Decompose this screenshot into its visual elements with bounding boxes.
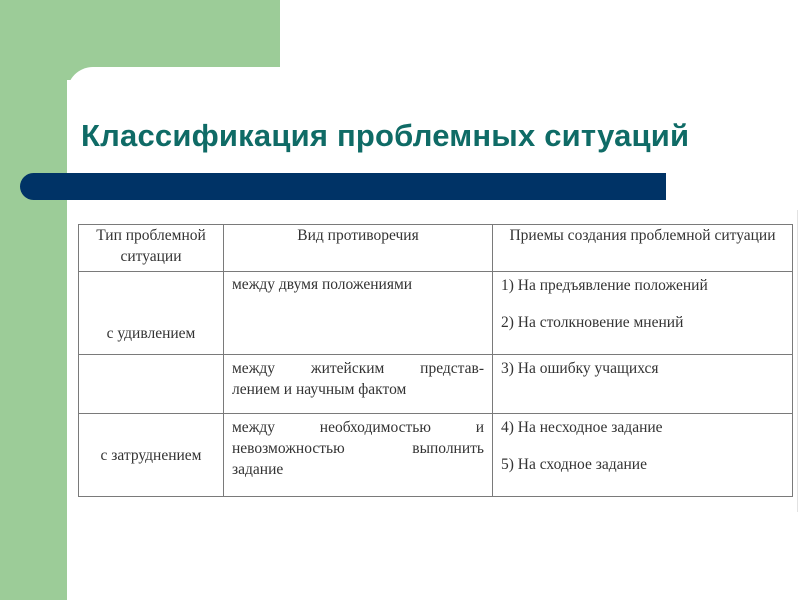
technique-item: 4) На несходное задание bbox=[501, 419, 663, 436]
technique-item: 5) На сходное задание bbox=[501, 456, 647, 473]
contradiction-line: между двумя положениями bbox=[232, 276, 413, 293]
cell-problem-type: с затруднением bbox=[79, 414, 224, 497]
cell-contradiction bbox=[224, 272, 493, 355]
contradiction-line: между житейским представ- bbox=[232, 360, 484, 377]
table-row bbox=[79, 272, 793, 355]
contradiction-line: лением и научным фактом bbox=[232, 381, 407, 398]
cell-problem-type bbox=[79, 355, 224, 414]
cell-techniques bbox=[493, 272, 793, 355]
classification-table bbox=[78, 224, 793, 497]
decorative-green-block-left bbox=[0, 0, 67, 600]
cell-techniques bbox=[493, 355, 793, 414]
table-row bbox=[79, 355, 793, 414]
table-header-row bbox=[79, 225, 793, 272]
contradiction-line: невозможностью выполнить bbox=[232, 440, 484, 457]
cell-techniques bbox=[493, 414, 793, 497]
cell-contradiction bbox=[224, 355, 493, 414]
contradiction-line: между необходимостью и bbox=[232, 419, 484, 436]
technique-item: 3) На ошибку учащихся bbox=[501, 360, 659, 377]
cell-contradiction bbox=[224, 414, 493, 497]
table-row bbox=[79, 414, 793, 497]
technique-item: 1) На предъявление положений bbox=[501, 277, 708, 294]
decorative-title-underline-bar bbox=[20, 173, 666, 200]
header-problem-type: Тип проблемной ситуации bbox=[79, 225, 224, 272]
header-contradiction-kind: Вид противоречия bbox=[224, 225, 493, 272]
decorative-faint-divider bbox=[797, 210, 798, 512]
technique-item: 2) На столкновение мнений bbox=[501, 314, 684, 331]
slide-title: Классификация проблемных ситуаций bbox=[81, 118, 690, 153]
contradiction-line: задание bbox=[232, 461, 284, 478]
header-creation-techniques: Приемы создания проблемной ситуации bbox=[493, 225, 793, 272]
cell-problem-type: с удивлением bbox=[79, 272, 224, 355]
